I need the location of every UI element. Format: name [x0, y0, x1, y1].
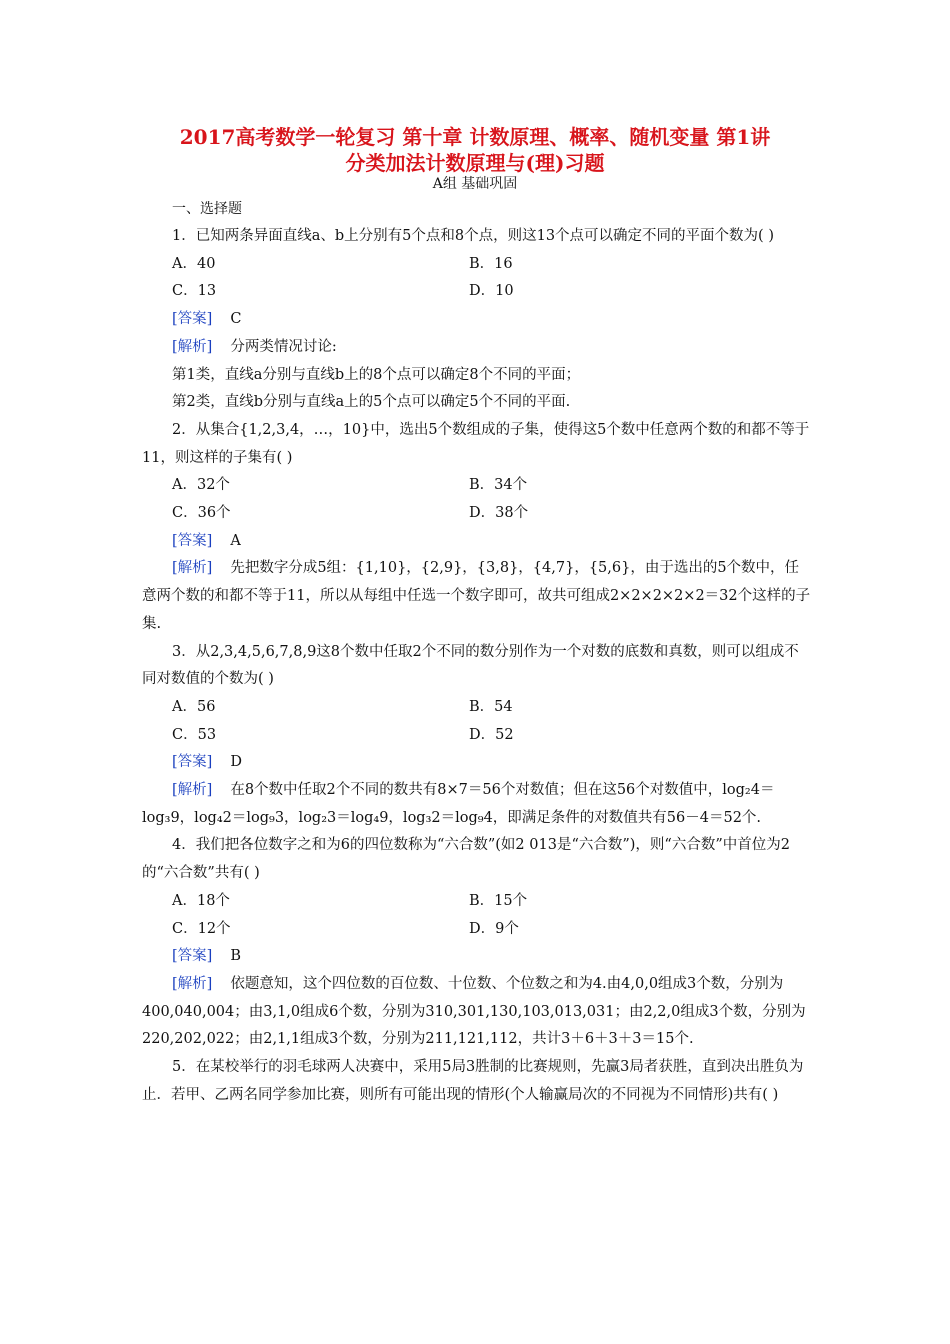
- question-1-stem: 1．已知两条异面直线a、b上分别有5个点和8个点，则这13个点可以确定不同的平面个数为( ): [172, 228, 774, 244]
- analysis-label: [解析]: [172, 975, 213, 992]
- answer-label: [答案]: [172, 948, 213, 965]
- question-1-analysis: [142, 334, 812, 362]
- document-title-line2: 分类加法计数原理与(理)习题: [345, 151, 605, 175]
- question-4-options-row2: [142, 916, 812, 944]
- question-4-answer: [142, 943, 812, 971]
- option: C．53: [172, 726, 217, 743]
- analysis-label: [解析]: [172, 338, 213, 355]
- document-title-line1: 2017高考数学一轮复习 第十章 计数原理、概率、随机变量 第1讲: [179, 125, 771, 149]
- option: C．12个: [172, 920, 231, 937]
- question-2-answer: [142, 528, 812, 556]
- question-2-stem: 2．从集合{1,2,3,4，…，10}中，选出5个数组成的子集，使得这5个数中任意两个数的和都不等于11，则这样的子集有( ): [142, 421, 810, 466]
- question-2-analysis: [142, 555, 812, 638]
- question-4-analysis: [142, 971, 812, 1054]
- answer-label: [答案]: [172, 311, 213, 328]
- option: D．38个: [469, 505, 529, 522]
- option: B．15个: [469, 892, 528, 909]
- analysis-text: 依题意知，这个四位数的百位数、十位数、个位数之和为4.由4,0,0组成3个数，分别为400,040,004；由3,1,0组成6个数，分别为310,301,130,103,013,031；由2,2,0组成3个数，分别为220,202,022；由2,1,1组成3个数，分别为211,121,112，共计3＋6＋3＋3＝15个.: [142, 975, 806, 1048]
- question-5-stem: 5．在某校举行的羽毛球两人决赛中，采用5局3胜制的比赛规则，先赢3局者获胜，直到决出胜负为止．若甲、乙两名同学参加比赛，则所有可能出现的情形(个人输赢局次的不同视为不同情形)共有( ): [142, 1059, 804, 1103]
- option: C．36个: [172, 505, 231, 522]
- analysis-text: 分两类情况讨论:: [230, 338, 337, 355]
- question-4-stem: 4．我们把各位数字之和为6的四位数称为“六合数”(如2 013是“六合数”)，则“六合数”中首位为2的“六合数”共有( ): [142, 837, 790, 882]
- question-list: [142, 223, 812, 1110]
- question-2-options-row2: [142, 500, 812, 528]
- option: C．13: [172, 283, 217, 300]
- option: D．9个: [469, 920, 519, 937]
- answer-value: D: [230, 754, 242, 771]
- analysis-label: [解析]: [172, 782, 213, 799]
- analysis-text: 在8个数中任取2个不同的数共有8×7＝56个对数值；但在这56个对数值中，: [230, 782, 723, 799]
- analysis-text: 第1类，直线a分别与直线b上的8个点可以确定8个不同的平面；: [172, 366, 581, 383]
- answer-value: A: [230, 532, 241, 549]
- option: D．10: [469, 283, 514, 300]
- answer-value: C: [230, 311, 242, 328]
- group-heading: A组 基础巩固: [432, 176, 518, 192]
- option: A．40: [172, 255, 216, 272]
- analysis-text: log₂4＝log₃9，log₄2＝log₉3，log₂3＝log₄9，log₃2＝log₉4，即满足条件的对数值共有56－4＝52个.: [142, 782, 775, 826]
- question-4-options-row1: [142, 888, 812, 916]
- answer-label: [答案]: [172, 754, 213, 771]
- question-1-options-row1: [142, 251, 812, 279]
- analysis-text: 先把数字分成5组：{1,10}，{2,9}，{3,8}，{4,7}，{5,6}，由于选出的5个数中，任意两个数的和都不等于11，所以从每组中任选一个数字即可，故共可组成2×2×2×2×2＝32个这样的子集.: [142, 560, 811, 632]
- question-3-options-row1: [142, 694, 812, 722]
- answer-value: B: [230, 948, 241, 965]
- option: A．32个: [172, 477, 230, 494]
- analysis-text: 第2类，直线b分别与直线a上的5个点可以确定5个不同的平面.: [172, 394, 571, 411]
- question-3-stem: 3．从2,3,4,5,6,7,8,9这8个数中任取2个不同的数分别作为一个对数的底数和真数，则可以组成不同对数值的个数为( ): [142, 643, 799, 688]
- option: D．52: [469, 726, 514, 743]
- question-3-answer: [142, 749, 812, 777]
- option: B．54: [469, 698, 513, 715]
- question-1-answer: [142, 306, 812, 334]
- option: A．56: [172, 698, 216, 715]
- option: B．34个: [469, 477, 528, 494]
- question-1-options-row2: [142, 278, 812, 306]
- analysis-label: [解析]: [172, 560, 213, 577]
- section-heading: 一、选择题: [172, 201, 242, 217]
- question-2-options-row1: [142, 472, 812, 500]
- option: B．16: [469, 255, 513, 272]
- answer-label: [答案]: [172, 532, 213, 549]
- question-3-analysis: [142, 777, 812, 832]
- question-3-options-row2: [142, 722, 812, 750]
- option: A．18个: [172, 892, 230, 909]
